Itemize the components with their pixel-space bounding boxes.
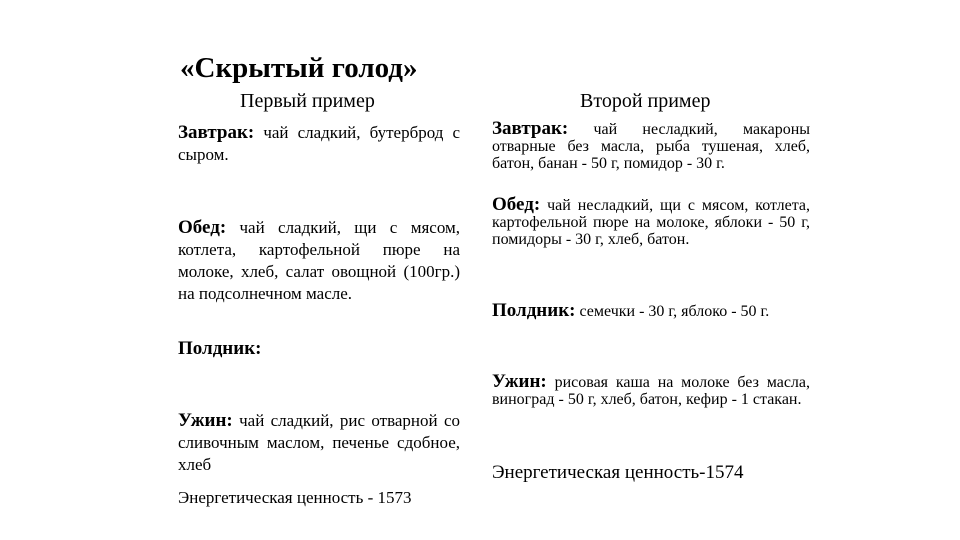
example2-breakfast	[492, 120, 810, 172]
example2-snack	[492, 302, 810, 320]
example1-dinner	[178, 410, 460, 476]
example1-breakfast	[178, 122, 460, 166]
example2-energy: Энергетическая ценность-1574	[492, 462, 744, 483]
example2-dinner-label: Ужин:	[492, 371, 547, 392]
example1-lunch	[178, 217, 460, 305]
example2-breakfast-text: чай несладкий, макароны отварные без масла, рыба тушеная, хлеб, батон, банан - 50 г, помидор - 30 г.	[492, 121, 810, 172]
example1-dinner-label: Ужин:	[178, 410, 233, 431]
example1-breakfast-text: чай сладкий, бутерброд с сыром.	[178, 123, 460, 164]
example2-dinner-text: рисовая каша на молоке без масла, виноград - 50 г, хлеб, батон, кефир - 1 стакан.	[492, 374, 810, 408]
example2-lunch-text: чай несладкий, щи с мясом, котлета, картофельной пюре на молоке, яблоки - 50 г, помидоры - 30 г, хлеб, батон.	[492, 197, 811, 248]
example1-lunch-label: Обед:	[178, 217, 227, 238]
example2-lunch-label: Обед:	[492, 194, 541, 215]
example1-snack	[178, 338, 460, 360]
example1-breakfast-label: Завтрак:	[178, 122, 255, 143]
example2-breakfast-label: Завтрак:	[492, 118, 569, 139]
example1-dinner-text: чай сладкий, рис отварной со сливочным маслом, печенье сдобное, хлеб	[178, 411, 461, 474]
example2-dinner	[492, 373, 810, 408]
page-title: «Скрытый голод»	[180, 52, 418, 84]
example1-lunch-text: чай сладкий, щи с мясом, котлета, картофельной пюре на молоке, хлеб, салат овощной (100гр.) на подсолнечном масле.	[178, 218, 460, 303]
example2-heading: Второй пример	[580, 90, 711, 112]
example1-energy: Энергетическая ценность - 1573	[178, 488, 412, 507]
example2-snack-label: Полдник:	[492, 300, 576, 321]
example1-snack-label: Полдник:	[178, 338, 262, 359]
example1-heading: Первый пример	[240, 90, 375, 112]
example2-snack-text: семечки - 30 г, яблоко - 50 г.	[579, 303, 770, 320]
example2-lunch	[492, 196, 810, 248]
